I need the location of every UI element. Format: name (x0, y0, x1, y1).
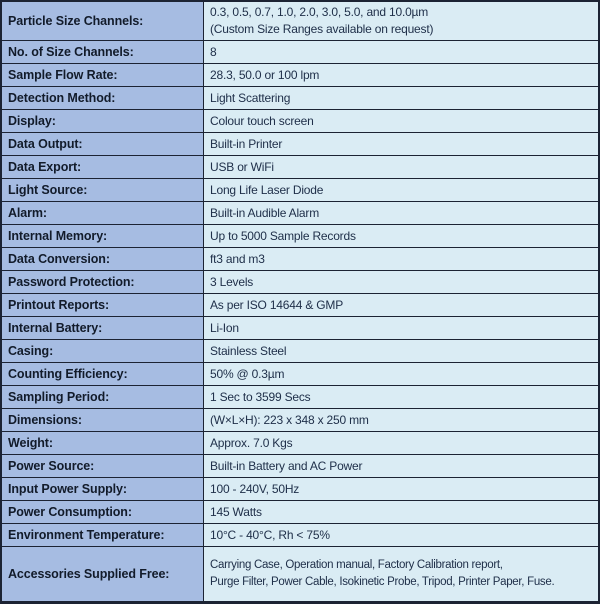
spec-value-line: Built-in Printer (210, 136, 283, 151)
spec-value-line: 50% @ 0.3µm (210, 366, 285, 381)
spec-value (204, 133, 598, 155)
spec-label: Internal Battery: (2, 317, 204, 339)
spec-value-line: Approx. 7.0 Kgs (210, 435, 293, 450)
spec-value (204, 87, 598, 109)
table-row (2, 386, 598, 409)
spec-label: Printout Reports: (2, 294, 204, 316)
table-row (2, 156, 598, 179)
table-row (2, 110, 598, 133)
spec-value-line: 145 Watts (210, 504, 262, 519)
spec-value-line: Long Life Laser Diode (210, 182, 324, 197)
spec-value (204, 64, 598, 86)
table-row (2, 179, 598, 202)
spec-label: Input Power Supply: (2, 478, 204, 500)
spec-value (204, 294, 598, 316)
spec-value-line: 10°C - 40°C, Rh < 75% (210, 527, 330, 542)
spec-value (204, 202, 598, 224)
table-row (2, 64, 598, 87)
spec-label: Data Export: (2, 156, 204, 178)
table-row (2, 478, 598, 501)
spec-value-line: 1 Sec to 3599 Secs (210, 389, 311, 404)
spec-value-line: USB or WiFi (210, 159, 274, 174)
spec-label: Detection Method: (2, 87, 204, 109)
spec-value (204, 478, 598, 500)
spec-label: Password Protection: (2, 271, 204, 293)
spec-label: Data Conversion: (2, 248, 204, 270)
table-row (2, 409, 598, 432)
spec-value-line: Purge Filter, Power Cable, Isokinetic Probe, Tripod, Printer Paper, Fuse. (210, 576, 555, 588)
spec-label: Internal Memory: (2, 225, 204, 247)
spec-value (204, 409, 598, 431)
table-row (2, 294, 598, 317)
table-row (2, 225, 598, 248)
spec-value-line: (W×L×H): 223 x 348 x 250 mm (210, 412, 369, 427)
spec-label: Sampling Period: (2, 386, 204, 408)
spec-value (204, 110, 598, 132)
spec-label: Weight: (2, 432, 204, 454)
spec-value-line: Built-in Battery and AC Power (210, 458, 363, 473)
spec-value (204, 340, 598, 362)
spec-value-line: 0.3, 0.5, 0.7, 1.0, 2.0, 3.0, 5.0, and 10.0µm (210, 5, 429, 19)
spec-label: Alarm: (2, 202, 204, 224)
table-row (2, 455, 598, 478)
table-row (2, 340, 598, 363)
table-row (2, 363, 598, 386)
table-row (2, 317, 598, 340)
spec-value-line: 8 (210, 44, 217, 59)
spec-value-line: Colour touch screen (210, 113, 314, 128)
spec-value (204, 179, 598, 201)
table-row (2, 202, 598, 225)
spec-value (204, 41, 598, 63)
spec-label: Counting Efficiency: (2, 363, 204, 385)
spec-label: Dimensions: (2, 409, 204, 431)
spec-value (204, 156, 598, 178)
spec-label: No. of Size Channels: (2, 41, 204, 63)
table-row (2, 432, 598, 455)
spec-label: Power Consumption: (2, 501, 204, 523)
spec-value-line: Carrying Case, Operation manual, Factory Calibration report, (210, 559, 503, 571)
table-row (2, 547, 598, 601)
spec-label: Data Output: (2, 133, 204, 155)
spec-value-line: As per ISO 14644 & GMP (210, 297, 343, 312)
spec-value (204, 501, 598, 523)
spec-value-line: Built-in Audible Alarm (210, 205, 319, 220)
spec-value (204, 432, 598, 454)
spec-value-line: (Custom Size Ranges available on request) (210, 22, 434, 36)
spec-value (204, 248, 598, 270)
spec-label: Power Source: (2, 455, 204, 477)
spec-label: Environment Temperature: (2, 524, 204, 546)
table-row (2, 501, 598, 524)
spec-value-line: 100 - 240V, 50Hz (210, 481, 300, 496)
spec-value-line: 3 Levels (210, 274, 254, 289)
table-row (2, 133, 598, 156)
spec-value-line: Stainless Steel (210, 343, 287, 358)
table-row (2, 524, 598, 547)
table-row (2, 87, 598, 110)
spec-value (204, 363, 598, 385)
table-row (2, 2, 598, 41)
table-row (2, 248, 598, 271)
spec-label: Casing: (2, 340, 204, 362)
spec-value (204, 547, 598, 601)
spec-value (204, 2, 598, 40)
spec-label: Accessories Supplied Free: (2, 547, 204, 601)
spec-value-line: ft3 and m3 (210, 251, 265, 266)
table-row (2, 41, 598, 64)
spec-label: Light Source: (2, 179, 204, 201)
spec-value (204, 524, 598, 546)
spec-value (204, 271, 598, 293)
spec-value-line: Up to 5000 Sample Records (210, 228, 356, 243)
spec-label: Particle Size Channels: (2, 2, 204, 40)
table-row (2, 271, 598, 294)
spec-value-line: 28.3, 50.0 or 100 lpm (210, 67, 320, 82)
spec-value (204, 317, 598, 339)
spec-value (204, 455, 598, 477)
spec-value (204, 386, 598, 408)
spec-value (204, 225, 598, 247)
spec-label: Sample Flow Rate: (2, 64, 204, 86)
spec-label: Display: (2, 110, 204, 132)
spec-value-line: Li-Ion (210, 320, 239, 335)
spec-value-line: Light Scattering (210, 90, 291, 105)
